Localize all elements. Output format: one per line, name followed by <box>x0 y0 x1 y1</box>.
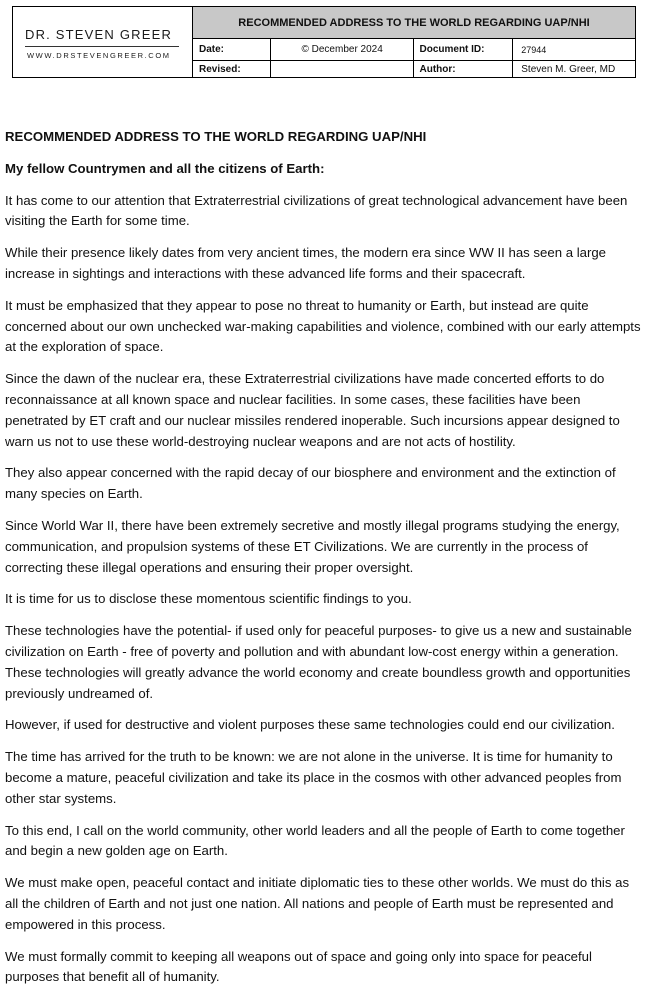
date-label: Date: <box>199 44 225 55</box>
paragraph: We must make open, peaceful contact and initiate diplomatic ties to these other worlds. We must do this as all the children of Earth and not just one nation. All nations and people of Earth must be represented and empowered in this process. <box>5 875 630 932</box>
document-id-value: 27944 <box>512 39 635 60</box>
logo-url: WWW.DRSTEVENGREER.COM <box>27 51 171 60</box>
paragraph: To this end, I call on the world community, other world leaders and all the people of Earth to come together and begin a new golden age on Earth. <box>5 822 625 859</box>
paragraph: However, if used for destructive and violent purposes these same technologies could end our civilization. <box>5 717 615 733</box>
document-heading: RECOMMENDED ADDRESS TO THE WORLD REGARDING UAP/NHI <box>5 129 427 144</box>
paragraph: It must be emphasized that they appear to pose no threat to humanity or Earth, but instead are quite concerned about our own unchecked war-making capabilities and violence, combined with our early attempts at the exploration of space. <box>5 297 641 355</box>
document-id-label: Document ID: <box>413 39 512 60</box>
document-body <box>5 127 641 999</box>
paragraph: Since World War II, there have been extremely secretive and mostly illegal programs studying the energy, communication, and propulsion systems of these ET Civilizations. We are currently in the process of correcting these illegal operations and ensuring their proper oversight. <box>5 517 620 575</box>
logo <box>13 7 191 77</box>
paragraph: It is time for us to disclose these momentous scientific findings to you. <box>5 591 412 607</box>
paragraph: Since the dawn of the nuclear era, these Extraterrestrial civilizations have made concerted efforts to do reconnaissance at all known space and nuclear facilities. In some cases, these facilities have been penetrated by ET craft and our nuclear missiles rendered inoperable. Such incursions appear designed to warn us not to use these world-destroying nuclear weapons and are not acts of hostility. <box>5 371 620 449</box>
paragraph: It has come to our attention that Extraterrestrial civilizations of great technological advancement have been visiting the Earth for some time. <box>5 192 628 229</box>
date-value: © December 2024 <box>270 39 414 60</box>
paragraph: While their presence likely dates from very ancient times, the modern era since WW II has seen a large increase in sightings and interactions with these advanced life forms and their spacecraft. <box>5 245 607 281</box>
paragraph: The time has arrived for the truth to be known: we are not alone in the universe. It is time for humanity to become a mature, peaceful civilization and take its place in the cosmos with other advanced peoples from other star systems. <box>5 749 622 806</box>
paragraph: We must formally commit to keeping all weapons out of space and going only into space for peaceful purposes that benefit all of humanity. <box>5 948 592 985</box>
author-label: Author: <box>413 61 512 77</box>
revised-label: Revised: <box>199 63 241 75</box>
logo-name: DR. STEVEN GREER <box>25 27 173 42</box>
header-row-date <box>192 39 635 61</box>
logo-divider <box>25 46 179 47</box>
author-value: Steven M. Greer, MD <box>512 61 635 77</box>
paragraph: These technologies have the potential- if used only for peaceful purposes- to give us a new and sustainable civilization on Earth - free of poverty and pollution and with abundant low-cost energy within a generation. These technologies will greatly advance the world economy and create boundless growth and opportunities previously undreamed of. <box>5 623 632 701</box>
revised-value <box>270 61 414 77</box>
document-header-table <box>12 6 636 78</box>
header-row-revised <box>192 61 635 77</box>
salutation: My fellow Countrymen and all the citizens of Earth: <box>5 160 325 176</box>
paragraph: They also appear concerned with the rapid decay of our biosphere and environment and the extinction of many species on Earth. <box>5 465 616 502</box>
header-title: RECOMMENDED ADDRESS TO THE WORLD REGARDING UAP/NHI <box>192 7 635 39</box>
